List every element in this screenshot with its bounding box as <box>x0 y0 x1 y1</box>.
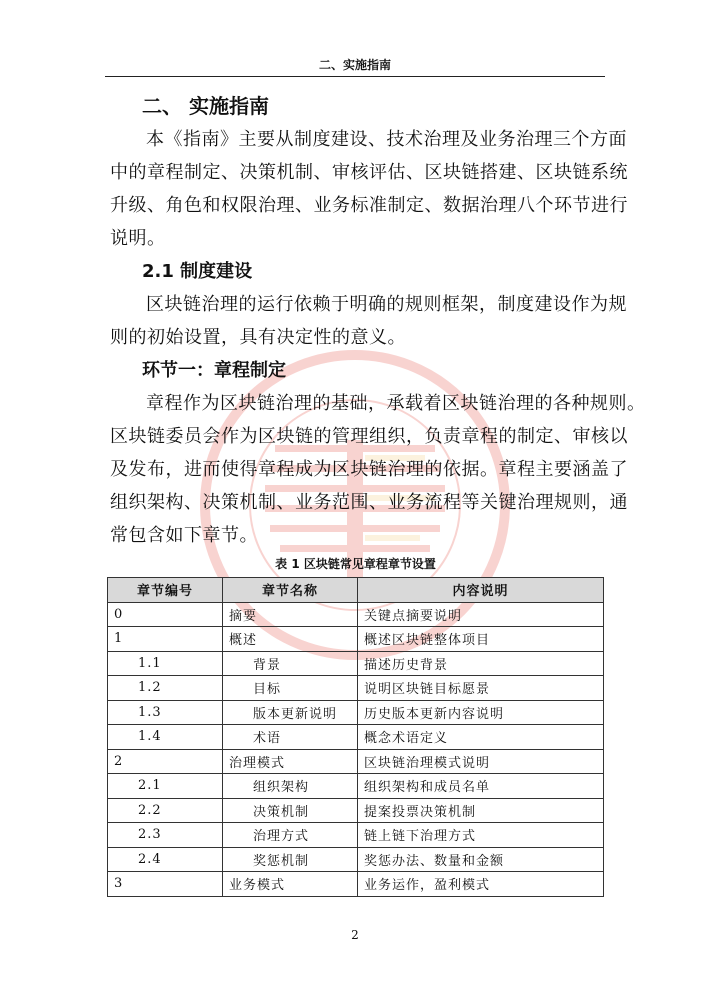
running-header: 二、实施指南 <box>318 58 391 72</box>
table-row <box>108 749 604 774</box>
cell-desc: 奖惩办法、数量和金额 <box>358 847 604 872</box>
text-line: 则的初始设置，具有决定性的意义。 <box>110 327 406 348</box>
text-line: 中的章程制定、决策机制、审核评估、区块链搭建、区块链系统 <box>110 162 628 183</box>
text-line: 常包含如下章节。 <box>110 525 258 546</box>
subsection-paragraph <box>110 288 627 354</box>
cell-num: 2.1 <box>108 774 223 799</box>
text-line: 及发布，进而使得章程成为区块链治理的依据。章程主要涵盖了 <box>110 459 628 480</box>
cell-desc: 历史版本更新内容说明 <box>358 700 604 725</box>
table-row <box>108 627 604 652</box>
table-row <box>108 602 604 627</box>
cell-name: 业务模式 <box>223 872 358 897</box>
table-row <box>108 872 604 897</box>
cell-desc: 链上链下治理方式 <box>358 823 604 848</box>
cell-num: 2.4 <box>108 847 223 872</box>
text-line: 区块链委员会作为区块链的管理组织，负责章程的制定、审核以 <box>110 426 628 447</box>
chapter-table <box>107 577 604 897</box>
table-row <box>108 823 604 848</box>
step-paragraph <box>110 387 646 552</box>
step-heading: 环节一：章程制定 <box>142 360 286 381</box>
cell-name: 治理模式 <box>223 749 358 774</box>
cell-num: 2 <box>108 749 223 774</box>
table-header-row <box>108 578 604 603</box>
cell-name: 背景 <box>223 651 358 676</box>
cell-desc: 区块链治理模式说明 <box>358 749 604 774</box>
cell-desc: 提案投票决策机制 <box>358 798 604 823</box>
cell-desc: 业务运作，盈利模式 <box>358 872 604 897</box>
cell-name: 术语 <box>223 725 358 750</box>
cell-name: 治理方式 <box>223 823 358 848</box>
cell-desc: 概念术语定义 <box>358 725 604 750</box>
table-row <box>108 676 604 701</box>
cell-name: 目标 <box>223 676 358 701</box>
text-line: 组织架构、决策机制、业务范围、业务流程等关键治理规则，通 <box>110 492 628 513</box>
page-content <box>110 90 646 552</box>
cell-name: 决策机制 <box>223 798 358 823</box>
cell-num: 1.2 <box>108 676 223 701</box>
intro-paragraph <box>110 123 628 255</box>
cell-num: 2.2 <box>108 798 223 823</box>
cell-num: 1.3 <box>108 700 223 725</box>
cell-name: 概述 <box>223 627 358 652</box>
cell-num: 3 <box>108 872 223 897</box>
cell-desc: 描述历史背景 <box>358 651 604 676</box>
subsection-heading: 2.1 制度建设 <box>142 261 253 282</box>
column-header: 内容说明 <box>358 578 604 603</box>
text-line: 本《指南》主要从制度建设、技术治理及业务治理三个方面 <box>146 129 627 150</box>
table-row <box>108 847 604 872</box>
text-line: 区块链治理的运行依赖于明确的规则框架，制度建设作为规 <box>146 294 627 315</box>
text-line: 升级、角色和权限治理、业务标准制定、数据治理八个环节进行 <box>110 195 628 216</box>
cell-desc: 组织架构和成员名单 <box>358 774 604 799</box>
cell-num: 1 <box>108 627 223 652</box>
cell-name: 组织架构 <box>223 774 358 799</box>
cell-num: 1.4 <box>108 725 223 750</box>
cell-name: 奖惩机制 <box>223 847 358 872</box>
text-line: 章程作为区块链治理的基础，承载着区块链治理的各种规则。 <box>146 393 646 414</box>
table-row <box>108 651 604 676</box>
table-caption: 表 1 区块链常见章程章节设置 <box>275 557 436 571</box>
header-rule <box>105 76 605 77</box>
page-number: 2 <box>351 928 359 942</box>
cell-desc: 说明区块链目标愿景 <box>358 676 604 701</box>
column-header: 章节名称 <box>223 578 358 603</box>
cell-num: 2.3 <box>108 823 223 848</box>
cell-name: 摘要 <box>223 602 358 627</box>
table-row <box>108 700 604 725</box>
cell-name: 版本更新说明 <box>223 700 358 725</box>
table-row <box>108 798 604 823</box>
table-row <box>108 774 604 799</box>
section-heading: 二、 实施指南 <box>142 94 269 118</box>
text-line: 说明。 <box>110 228 166 249</box>
cell-num: 1.1 <box>108 651 223 676</box>
cell-desc: 关键点摘要说明 <box>358 602 604 627</box>
cell-desc: 概述区块链整体项目 <box>358 627 604 652</box>
column-header: 章节编号 <box>108 578 223 603</box>
cell-num: 0 <box>108 602 223 627</box>
table-row <box>108 725 604 750</box>
